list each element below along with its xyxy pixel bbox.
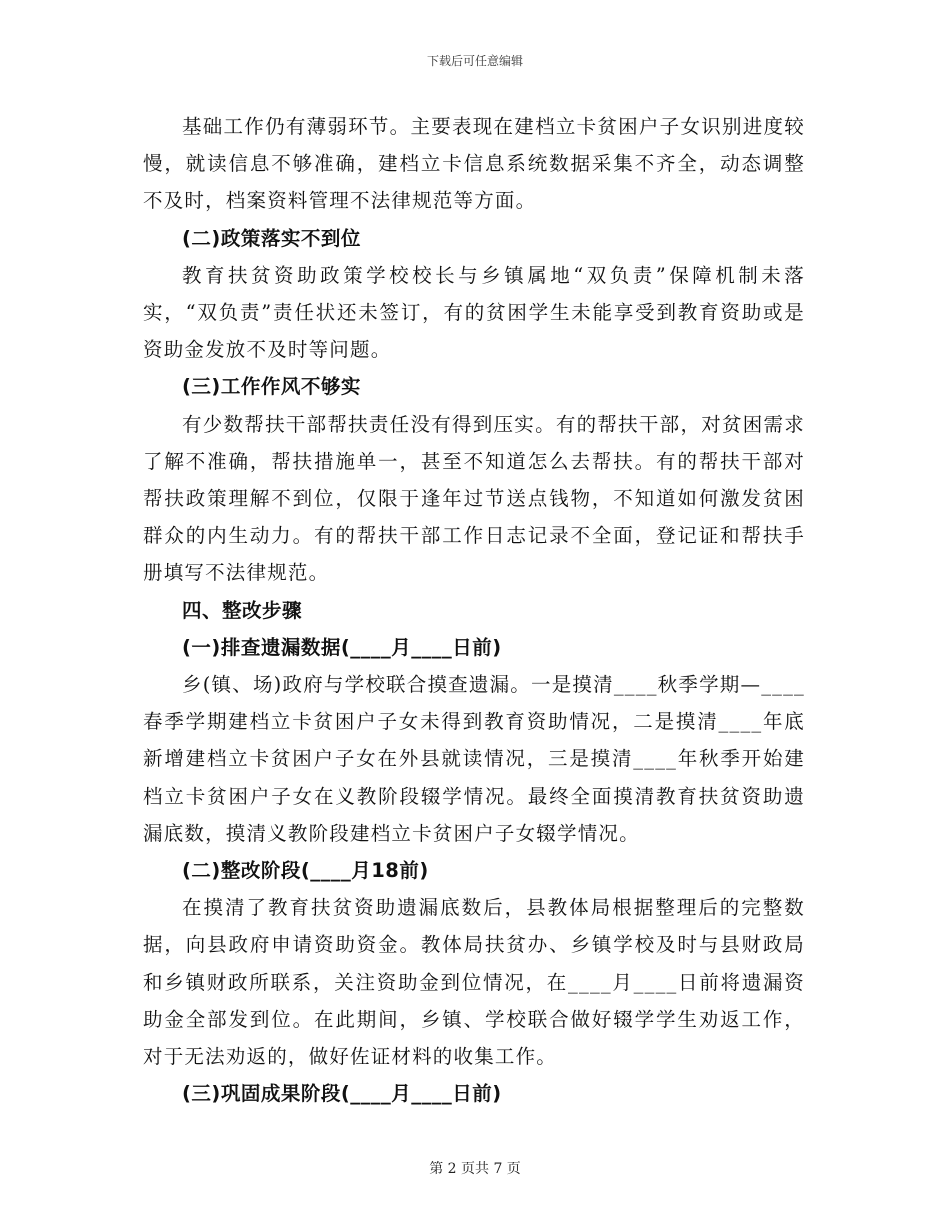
paragraph-check-missing-data: 乡(镇、场)政府与学校联合摸查遗漏。一是摸清____秋季学期—____春季学期建档立卡贫困户子女未得到教育资助情况，二是摸清____年底新增建档立卡贫困户子女在外县就读情况，三是摸清____年秋季开始建档立卡贫困户子女在义教阶段辍学情况。最终全面摸清教育扶贫资助遗漏底数，摸清义教阶段建档立卡贫困户子女辍学情况。 — [143, 673, 805, 845]
document-body — [143, 108, 805, 1112]
heading-rectification-stage: (二)整改阶段(____月18前) — [182, 859, 429, 883]
page-number: 第 2 页共 7 页 — [429, 1161, 521, 1177]
heading-check-missing-data: (一)排查遗漏数据(____月____日前) — [182, 635, 502, 659]
paragraph-work-style: 有少数帮扶干部帮扶责任没有得到压实。有的帮扶干部，对贫困需求了解不准确，帮扶措施单一，甚至不知道怎么去帮扶。有的帮扶干部对帮扶政策理解不到位，仅限于逢年过节送点钱物，不知道如何激发贫困群众的内生动力。有的帮扶干部工作日志记录不全面，登记证和帮扶手册填写不法律规范。 — [143, 412, 805, 585]
heading-consolidation-stage: (三)巩固成果阶段(____月____日前) — [182, 1082, 502, 1106]
paragraph-rectification-stage: 在摸清了教育扶贫资助遗漏底数后，县教体局根据整理后的完整数据，向县政府申请资助资金。教体局扶贫办、乡镇学校及时与县财政局和乡镇财政所联系，关注资助金到位情况，在____月____日前将遗漏资助金全部发到位。在此期间，乡镇、学校联合做好辍学学生劝返工作，对于无法劝返的，做好佐证材料的收集工作。 — [143, 896, 805, 1069]
paragraph-weak-links: 基础工作仍有薄弱环节。主要表现在建档立卡贫困户子女识别进度较慢，就读信息不够准确，建档立卡信息系统数据采集不齐全，动态调整不及时，档案资料管理不法律规范等方面。 — [143, 115, 805, 213]
heading-policy-implementation: (二)政策落实不到位 — [182, 226, 361, 250]
page-header: 下载后可任意编辑 — [426, 54, 523, 68]
paragraph-policy-implementation: 教育扶贫资助政策学校校长与乡镇属地“双负责”保障机制未落实，“双负责”责任状还未签订，有的贫困学生未能享受到教育资助或是资助金发放不及时等问题。 — [143, 263, 805, 362]
heading-work-style: (三)工作作风不够实 — [182, 375, 361, 399]
heading-rectification-steps: 四、整改步骤 — [182, 598, 303, 622]
